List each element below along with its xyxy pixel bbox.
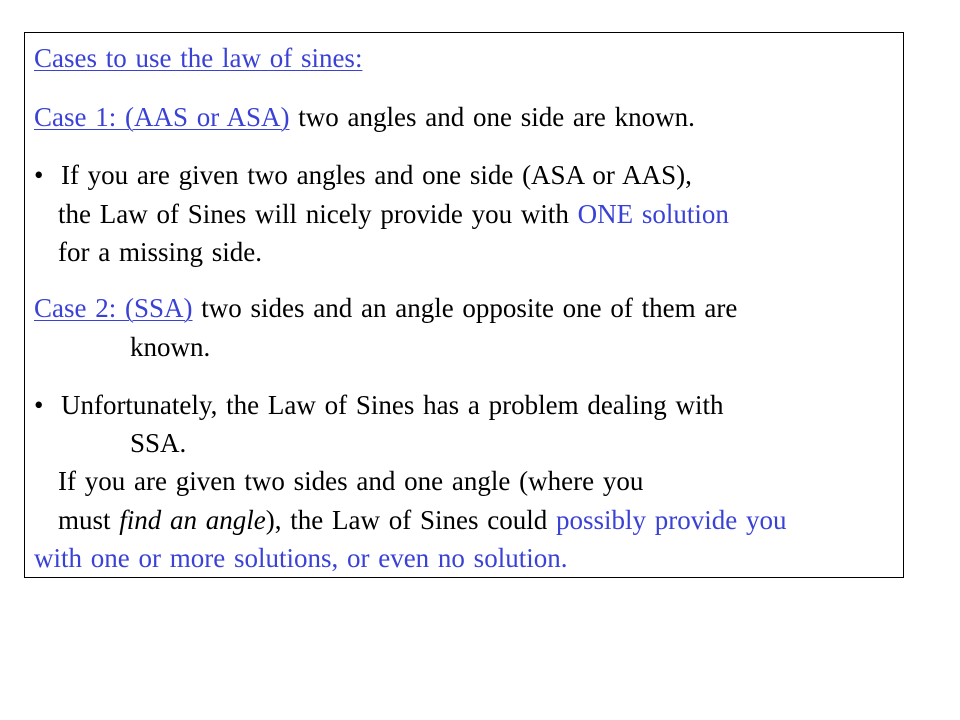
bullet2-line3	[58, 504, 786, 536]
bullet1-line2	[58, 198, 729, 230]
bullet1-text-1: If you are given two angles and one side (ASA or AAS),	[60, 160, 692, 190]
bullet2-text-3b: ), the Law of Sines could	[265, 505, 556, 535]
bullet1-line3: for a missing side.	[58, 237, 262, 267]
bullet2-highlight-1: possibly provide you	[555, 505, 787, 535]
case2-label: Case 2: (SSA)	[34, 293, 193, 323]
case1-label: Case 1: (AAS or ASA)	[34, 102, 290, 132]
bullet2-italic: find an angle	[119, 505, 266, 535]
case2-line	[34, 292, 737, 324]
bullet2-text-3a: must	[58, 505, 120, 535]
bullet1-text-2: the Law of Sines will nicely provide you with	[58, 199, 578, 229]
bullet2-line2: If you are given two sides and one angle (where you	[58, 466, 644, 496]
bullet2-highlight-2: with one or more solutions, or even no solution.	[34, 543, 568, 573]
bullet2-line1	[34, 389, 724, 421]
case2-line-cont: known.	[130, 332, 211, 362]
bullet2-line1-cont: SSA.	[130, 428, 187, 458]
bullet-icon: •	[34, 390, 44, 420]
case2-desc: two sides and an angle opposite one of them are	[192, 293, 738, 323]
case1-line	[34, 101, 695, 133]
bullet2-text-1: Unfortunately, the Law of Sines has a problem dealing with	[60, 390, 724, 420]
bullet-icon: •	[34, 160, 44, 190]
bullet1-highlight: ONE solution	[577, 199, 729, 229]
heading: Cases to use the law of sines:	[34, 43, 363, 73]
bullet1-line1	[34, 159, 692, 191]
case1-desc: two angles and one side are known.	[289, 102, 695, 132]
